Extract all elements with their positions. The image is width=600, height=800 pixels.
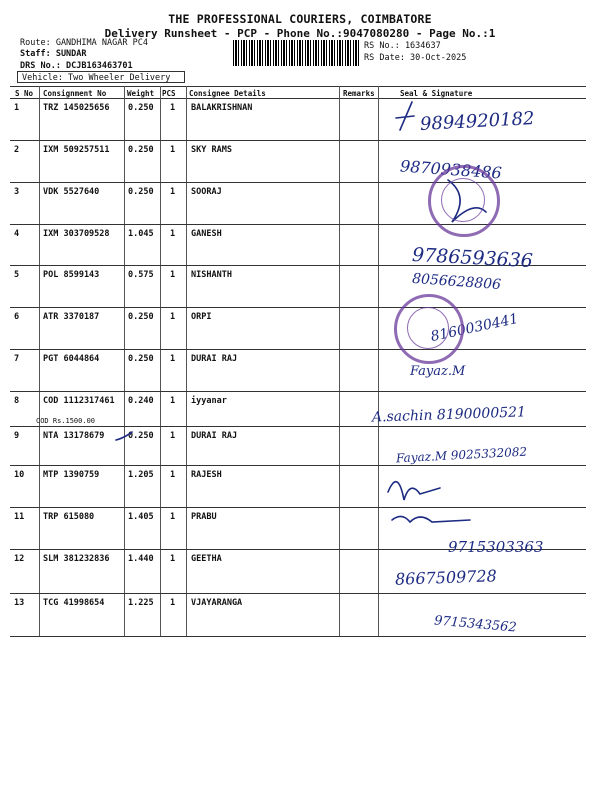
signature-8: A.sachin 8190000521 bbox=[371, 404, 527, 426]
row-weight: 0.250 bbox=[128, 103, 154, 113]
row-consignee: GEETHA bbox=[191, 554, 222, 564]
row-consignee: SKY RAMS bbox=[191, 145, 232, 155]
col-header-pcs: PCS bbox=[162, 89, 176, 98]
row-consignment: POL 8599143 bbox=[43, 270, 100, 280]
col-header-consignment: Consignment No bbox=[43, 89, 107, 98]
row-pcs: 1 bbox=[170, 354, 176, 364]
col-header-consignee: Consignee Details bbox=[189, 89, 266, 98]
stamp-row6 bbox=[394, 294, 464, 364]
signature-4: 9786593636 bbox=[411, 243, 534, 273]
stamp-row3 bbox=[428, 165, 500, 237]
row-sno: 9 bbox=[14, 431, 20, 441]
row-sno: 6 bbox=[14, 312, 20, 322]
row-weight: 0.250 bbox=[128, 145, 154, 155]
row-pcs: 1 bbox=[170, 187, 176, 197]
row-pcs: 1 bbox=[170, 431, 176, 441]
row-weight: 0.250 bbox=[128, 354, 154, 364]
row-pcs: 1 bbox=[170, 554, 176, 564]
row-consignee: RAJESH bbox=[191, 470, 222, 480]
row-consignment: TRP 615080 bbox=[43, 512, 95, 522]
row-weight: 0.250 bbox=[128, 431, 154, 441]
row-sno: 13 bbox=[14, 598, 25, 608]
row-weight: 0.240 bbox=[128, 396, 154, 406]
row-pcs: 1 bbox=[170, 312, 176, 322]
row-consignment: COD 1112317461 bbox=[43, 396, 115, 406]
runsheet-title: THE PROFESSIONAL COURIERS, COIMBATORE bbox=[168, 12, 432, 26]
row-consignment: IXM 509257511 bbox=[43, 145, 110, 155]
row-sno: 1 bbox=[14, 103, 20, 113]
row-weight: 1.205 bbox=[128, 470, 154, 480]
row-pcs: 1 bbox=[170, 512, 176, 522]
signature-13: 9715343562 bbox=[433, 613, 518, 636]
signature-11: 9715303363 bbox=[448, 538, 544, 556]
row-sno: 5 bbox=[14, 270, 20, 280]
row-weight: 1.440 bbox=[128, 554, 154, 564]
cod-note: COD Rs.1500.00 bbox=[36, 417, 96, 425]
signature-12: 8667509728 bbox=[394, 566, 498, 589]
scrawl-row9-tick bbox=[116, 432, 132, 440]
row-consignee: BALAKRISHNAN bbox=[191, 103, 253, 113]
row-pcs: 1 bbox=[170, 270, 176, 280]
row-consignee: DURAI RAJ bbox=[191, 354, 238, 364]
row-weight: 0.250 bbox=[128, 187, 154, 197]
row-consignment: TCG 41998654 bbox=[43, 598, 105, 608]
col-header-sno: S No bbox=[15, 89, 34, 98]
row-consignment: PGT 6044864 bbox=[43, 354, 100, 364]
row-pcs: 1 bbox=[170, 396, 176, 406]
signature-6: 8160030441 bbox=[429, 310, 520, 346]
rs-number: RS No.: 1634637 bbox=[364, 41, 441, 51]
drs-label: DRS No.: DCJB163463701 bbox=[20, 61, 133, 71]
signature-1: 9894920182 bbox=[419, 108, 536, 135]
row-consignee: ORPI bbox=[191, 312, 212, 322]
row-sno: 12 bbox=[14, 554, 25, 564]
row-consignee: iyyanar bbox=[191, 396, 227, 406]
row-sno: 10 bbox=[14, 470, 25, 480]
signature-5: 8056628806 bbox=[411, 270, 502, 294]
row-pcs: 1 bbox=[170, 103, 176, 113]
row-sno: 7 bbox=[14, 354, 20, 364]
row-consignment: ATR 3370187 bbox=[43, 312, 100, 322]
row-sno: 4 bbox=[14, 229, 20, 239]
col-header-remarks: Remarks bbox=[343, 89, 375, 98]
signature-7: Fayaz.M bbox=[410, 364, 466, 379]
row-consignment: NTA 13178679 bbox=[43, 431, 105, 441]
row-sno: 3 bbox=[14, 187, 20, 197]
row-consignment: VDK 5527640 bbox=[43, 187, 100, 197]
row-pcs: 1 bbox=[170, 470, 176, 480]
vehicle-label: Vehicle: Two Wheeler Delivery bbox=[17, 71, 185, 83]
row-consignment: TRZ 145025656 bbox=[43, 103, 110, 113]
row-consignee: VJAYARANGA bbox=[191, 598, 243, 608]
scrawl-row1 bbox=[396, 102, 414, 130]
row-consignment: SLM 381232836 bbox=[43, 554, 110, 564]
signature-2: 9870938486 bbox=[399, 156, 503, 183]
row-consignee: PRABU bbox=[191, 512, 217, 522]
row-sno: 8 bbox=[14, 396, 20, 406]
row-pcs: 1 bbox=[170, 598, 176, 608]
row-consignee: GANESH bbox=[191, 229, 222, 239]
row-weight: 1.405 bbox=[128, 512, 154, 522]
row-sno: 11 bbox=[14, 512, 25, 522]
row-consignment: IXM 303709528 bbox=[43, 229, 110, 239]
scrawl-row10 bbox=[388, 482, 440, 500]
row-consignee: NISHANTH bbox=[191, 270, 232, 280]
route-label: Route: GANDHIMA NAGAR PC4 bbox=[20, 38, 148, 48]
row-consignee: DURAI RAJ bbox=[191, 431, 238, 441]
row-weight: 1.225 bbox=[128, 598, 154, 608]
row-pcs: 1 bbox=[170, 145, 176, 155]
row-weight: 1.045 bbox=[128, 229, 154, 239]
col-header-weight: Weight bbox=[127, 89, 155, 98]
row-sno: 2 bbox=[14, 145, 20, 155]
row-consignee: SOORAJ bbox=[191, 187, 222, 197]
row-weight: 0.250 bbox=[128, 312, 154, 322]
runsheet-subtitle: Delivery Runsheet - PCP - Phone No.:9047080280 - Page No.:1 bbox=[104, 27, 496, 40]
row-pcs: 1 bbox=[170, 229, 176, 239]
signature-9: Fayaz.M 9025332082 bbox=[395, 444, 528, 466]
col-header-seal: Seal & Signature bbox=[400, 89, 473, 98]
staff-label: Staff: SUNDAR bbox=[20, 49, 87, 59]
row-weight: 0.575 bbox=[128, 270, 154, 280]
scrawl-row11 bbox=[392, 516, 470, 522]
row-consignment: MTP 1390759 bbox=[43, 470, 100, 480]
rs-date: RS Date: 30-Oct-2025 bbox=[364, 53, 467, 63]
